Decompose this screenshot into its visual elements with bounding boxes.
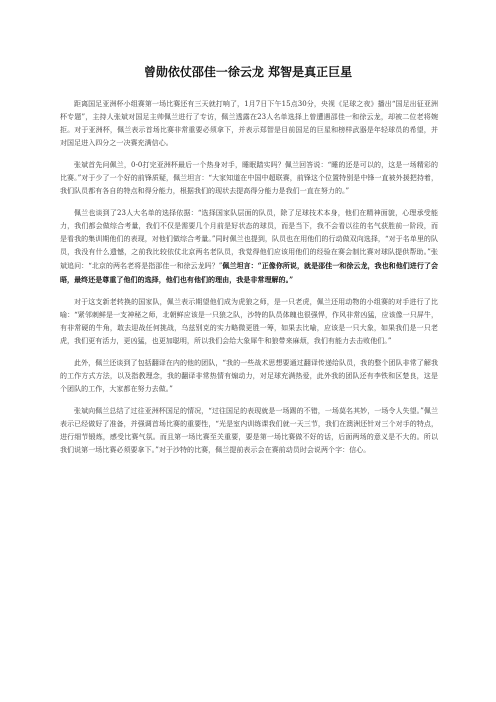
paragraph-1 (60, 98, 438, 150)
article-title: 曾勋依仗邵佳一徐云龙 郑智是真正巨星 (143, 65, 353, 79)
paragraph-text: 对于这支新老转换的国家队，佩兰表示期望他们成为虎狼之师，是一只老虎，佩兰还用动物的小组赛的对手进行了比喻：“紧邻刺鲜是一支神秘之师，北朝鲜应该是一只狼之队，沙特的队员体魄也很强悍，作风非常凶猛，应该像一只屏牛，有非常硬的牛角，敢去迎战任何挑战，乌兹别克的实力略微更胜一筹，如果去比喻，应该是一只大象，如果我们是一只老虎，我们更有活力，更凶猛，也更加聪明，所以我们会给大象犀牛和狼带来麻烦，我们有能力去击败他们。” (60, 298, 438, 345)
paragraph-6 (60, 405, 438, 457)
paragraph-text: 距离国足亚洲杯小组赛第一场比赛还有三天就打响了，1月7日下午15点30分，央视《足球之夜》播出“国足出征亚洲杯专题”，主持人张斌对国足主帅佩兰进行了专访，佩兰透露在23人名单选择上曾遭遇邵佳一和徐云龙，却被二位老将婉拒。对于亚洲杯，佩兰表示首场比赛非常重要必须拿下，并表示郑智是目前国足的巨星和榜样武器是年轻球员的希望，并对国足进入四分之一决赛充满信心。 (60, 100, 438, 147)
paragraph-text: 张斌向佩兰总结了过往亚洲杯国足的情况，“过往国足的表现就是一场踢的不错，一场莫名其妙，一场令人失望。”佩兰表示已经做好了准备，并强调首场比赛的重要性，“光是室内训练课我们就一天三节，我们在澳洲还针对三个对手的特点，进行细节锻炼，感受比赛气氛。而且第一场比赛至关重要，要是第一场比赛做不好的话，后面两场的意义是不大的。所以我们说第一场比赛必须要拿下。”对于沙特的比赛，佩兰提前表示会在赛前动员时会说两个字：信心。 (60, 407, 438, 454)
paragraph-5 (60, 357, 438, 396)
paragraph-2 (60, 159, 438, 198)
paragraph-text: 此外，佩兰还谈到了包括翻译在内的他的团队，“我的一些战术思想要通过翻译传递给队员，我的整个团队非常了解我的工作方式方法，以及指教理念，我的翻译非常热情有煽动力，对足球充满热爱，此外我的团队还有李铁和区楚良，这是个团队的工作，大家都在努力去做。” (60, 359, 438, 393)
paragraph-4 (60, 296, 438, 348)
paragraph-3 (60, 207, 438, 287)
article-body (60, 98, 438, 466)
paragraph-text: 张斌首先问佩兰，0-0打完亚洲杯最后一个热身对手，睡眠踏实吗？佩兰回答说：“睡的还是可以的，这是一场精彩的比赛。”对于少了一个好的前锋质疑，佩兰坦言：“大家知道在中国中超联赛，前锋这个位置特别是中锋一直被外援把持着，我们队员都有各自的特点和得分能力，根据我们的现状去提高得分能力是我们一直在努力的。” (60, 161, 438, 195)
paragraph-text: 佩兰也谈到了23人大名单的选择依据：“选择国家队层面的队员，除了足球技术本身，他们在精神面貌，心理承受能力，我们都会做综合考量，我们不仅是需要几个月前是好状态的球员，而是当下，我不会看以往的名气获胜前一阶段，而是看我的集训期他们的表现，对他们做综合考量。”同时佩兰也提到，队员也在用他们的行动做双向选择，“对于名单里的队员，我没有什么遗憾，之前我比较依仗北京两名老队员，我觉得他们应该用他们的经验在赛会制比赛对球队提供帮助。”张斌追问：“北京的两名老将是指邵佳一和徐云龙吗？” (60, 209, 438, 270)
paragraph-bold-quote: 佩兰坦言：“正像你所说，就是邵佳一和徐云龙，我也和他们进行了会晤，最终还是尊重了他们的选择，他们也有他们的理由，我是非常理解的。” (60, 261, 439, 284)
